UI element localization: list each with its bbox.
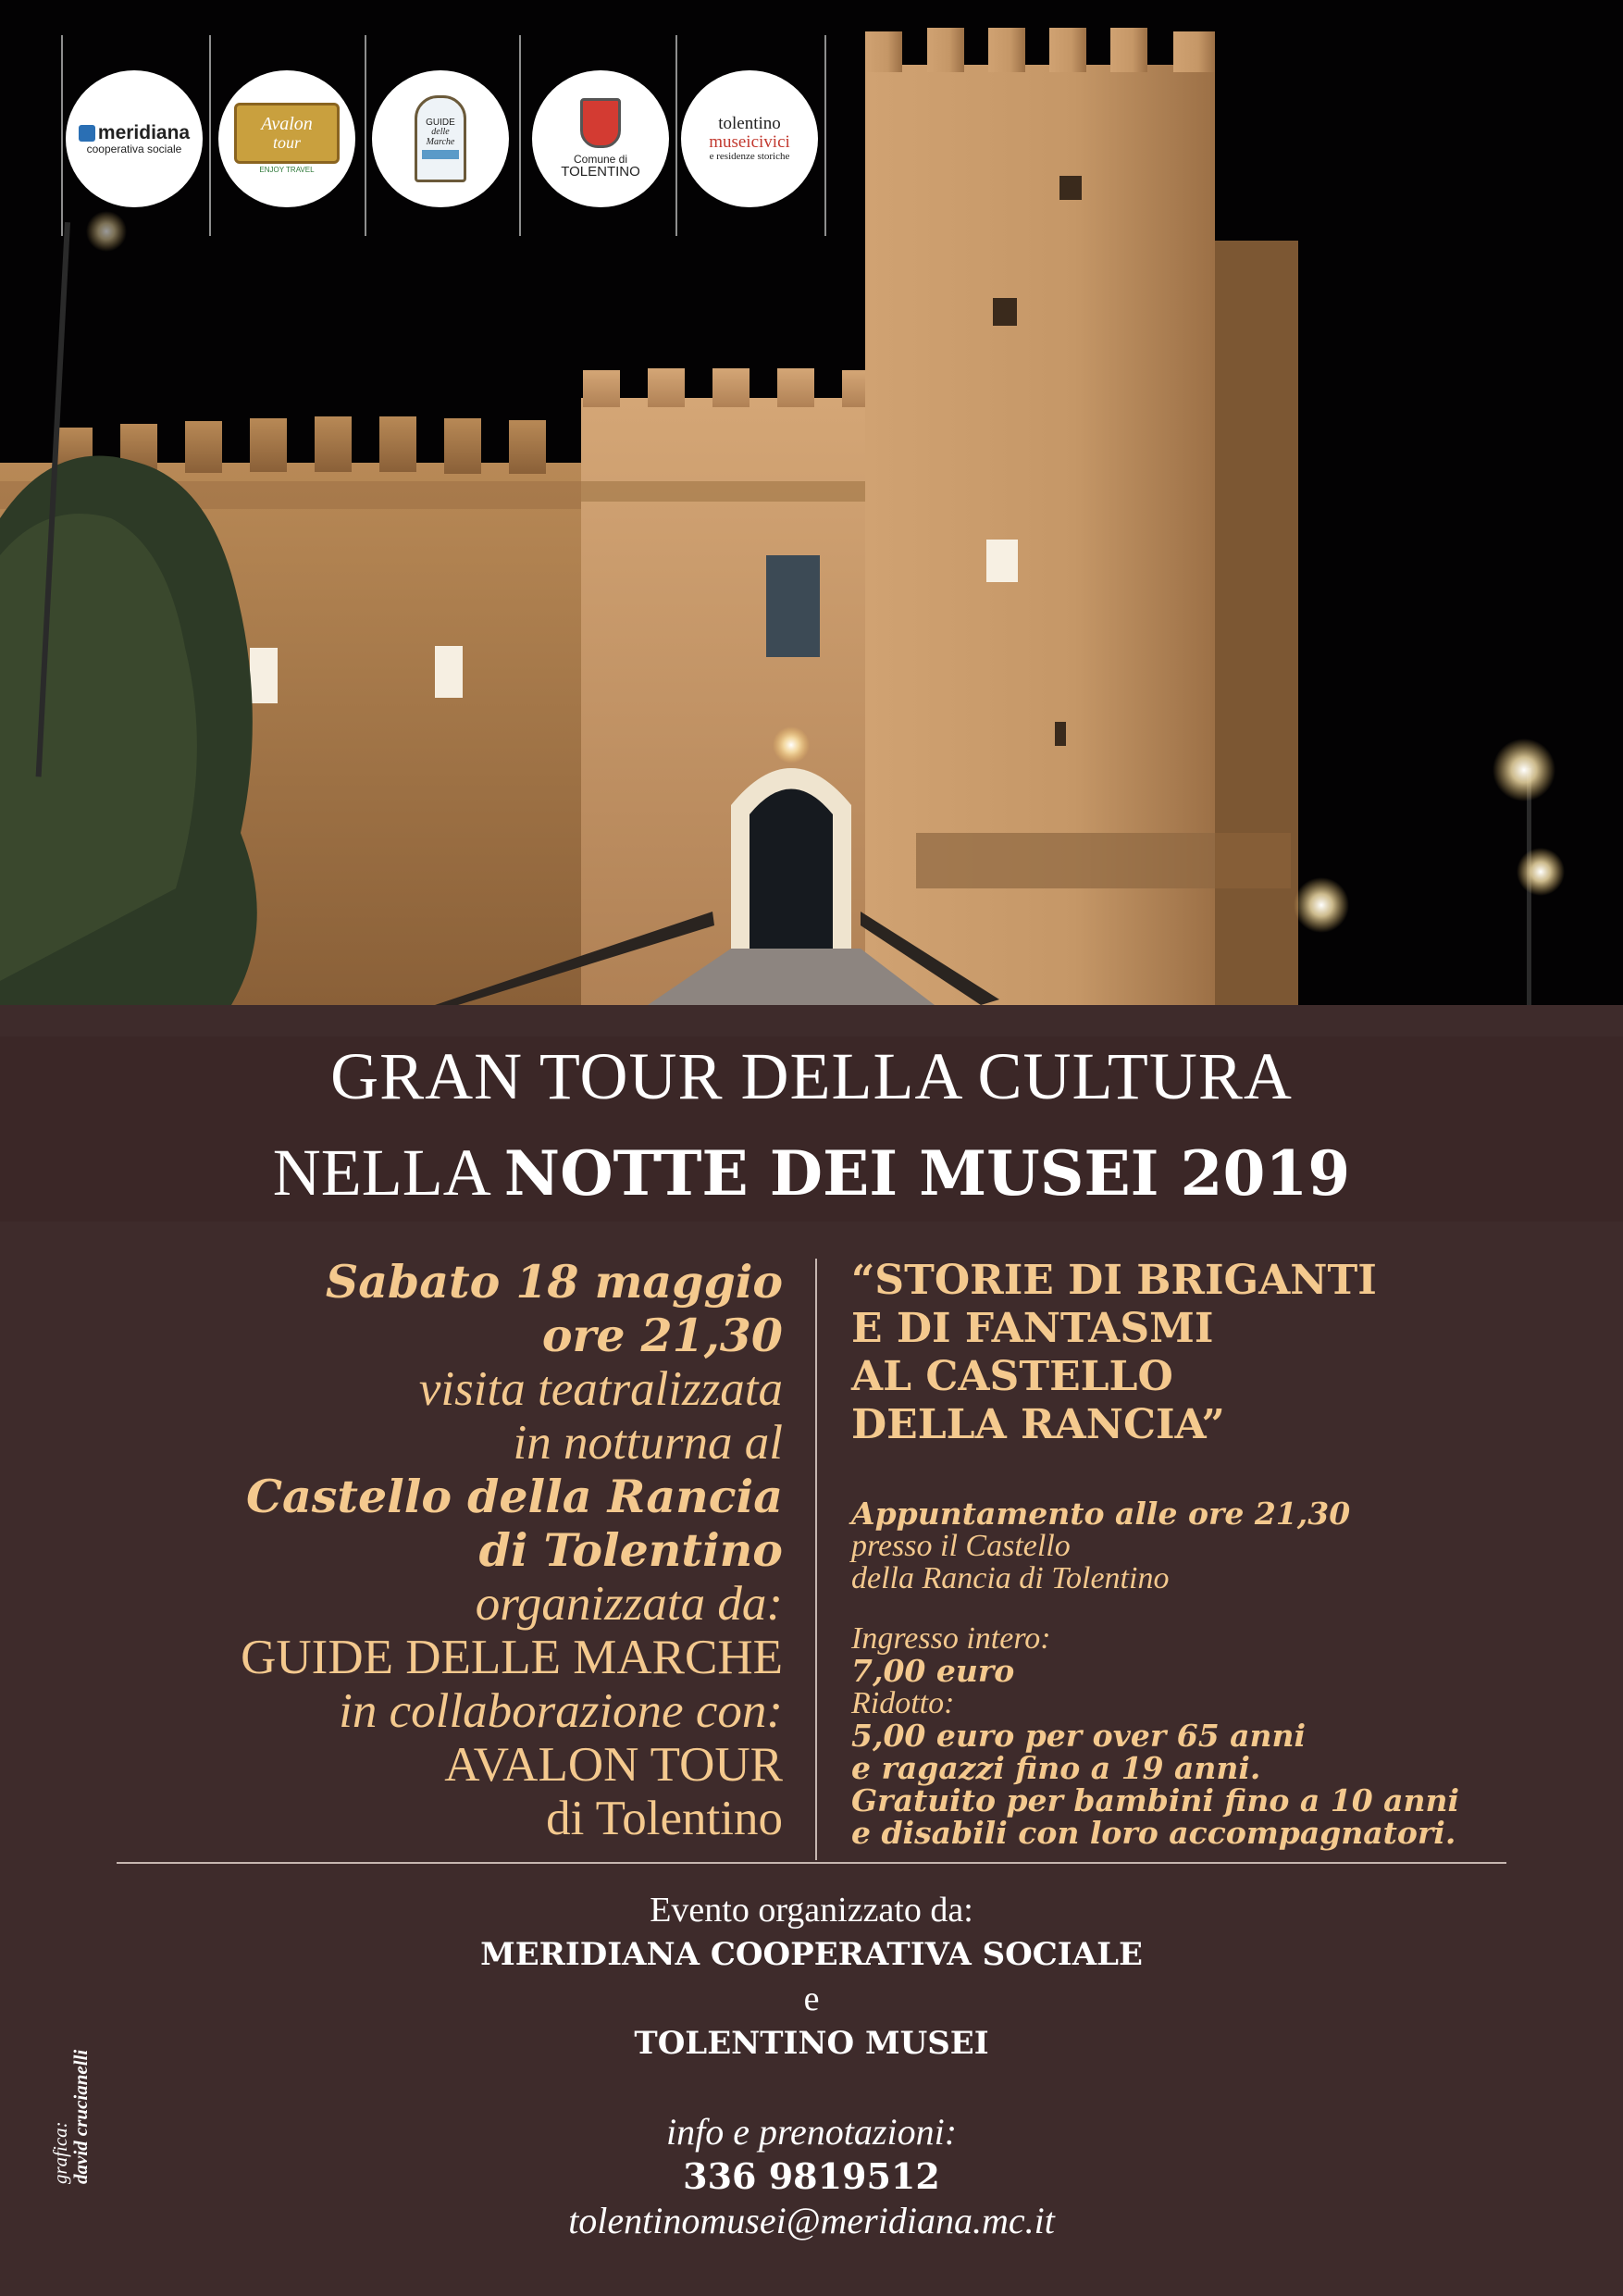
tolentino-musei-subtext: e residenze storiche — [709, 151, 790, 163]
comune-logo-subtext: TOLENTINO — [561, 164, 640, 180]
main-title-prefix: NELLA — [272, 1136, 488, 1210]
event-details — [241, 1255, 783, 1845]
main-title-bold: NOTTE DEI MUSEI 2019 — [503, 1137, 1351, 1210]
guide-logo-subtext: delle Marche — [426, 127, 455, 147]
full-ticket-price: 7,00 euro — [851, 1653, 1015, 1689]
guide-logo-text: GUIDE — [426, 117, 455, 128]
show-details — [851, 1257, 1459, 1849]
appointment-place-line1: presso il Castello — [851, 1529, 1071, 1563]
column-divider — [815, 1259, 817, 1860]
logo-separator — [519, 35, 521, 236]
organizer-footer — [0, 1888, 1623, 2243]
graphic-credit-label: grafica: — [49, 2121, 71, 2184]
free-ticket-line2: e disabili con loro accompagnatori. — [851, 1815, 1456, 1851]
tolentino-musei-text: tolentino — [718, 114, 781, 134]
free-ticket-line1: Gratuito per bambini fino a 10 anni — [851, 1782, 1460, 1818]
show-title-line3: AL CASTELLO — [851, 1353, 1173, 1400]
event-date: Sabato 18 maggio — [325, 1255, 783, 1309]
reduced-ticket-line2: e ragazzi fino a 19 anni. — [851, 1750, 1261, 1786]
meridiana-mark-icon — [79, 125, 95, 142]
tolentino-musei-text2: museicivici — [709, 132, 790, 153]
logo-separator — [675, 35, 677, 236]
organizer-tolentino-musei: TOLENTINO MUSEI — [634, 2025, 989, 2062]
guide-arch-icon — [415, 95, 466, 182]
event-place-line2: di Tolentino — [478, 1523, 783, 1577]
event-place-line1: Castello della Rancia — [245, 1470, 783, 1523]
reduced-ticket-line1: 5,00 euro per over 65 anni — [851, 1718, 1307, 1754]
appointment-time: Appuntamento alle ore 21,30 — [851, 1496, 1351, 1532]
show-title-line1: “STORIE DI BRIGANTI — [851, 1257, 1377, 1304]
collaborator-location: di Tolentino — [546, 1792, 783, 1845]
logo-separator — [209, 35, 211, 236]
full-ticket-label: Ingresso intero: — [851, 1621, 1051, 1656]
waves-icon — [422, 150, 459, 159]
organizer-conjunction: e — [803, 1980, 820, 2018]
collaboration-label: in collaborazione con: — [339, 1684, 783, 1738]
event-desc-line1: visita teatralizzata — [418, 1362, 783, 1416]
suitcase-icon — [234, 103, 340, 164]
reduced-ticket-label: Ridotto: — [851, 1686, 955, 1720]
main-title-line1: GRAN TOUR DELLA CULTURA — [330, 1039, 1293, 1113]
organizer-name: GUIDE DELLE MARCHE — [241, 1631, 783, 1684]
event-desc-line2: in notturna al — [513, 1416, 783, 1470]
show-title-line4: DELLA RANCIA” — [851, 1401, 1225, 1448]
organizer-label: organizzata da: — [475, 1577, 783, 1631]
collaborator-name: AVALON TOUR — [444, 1738, 783, 1792]
organized-by-label: Evento organizzato da: — [650, 1891, 973, 1930]
main-title-line2 — [0, 1135, 1623, 1211]
section-divider — [117, 1862, 1506, 1864]
avalon-logo-tagline: ENJOY TRAVEL — [259, 166, 315, 175]
avalon-logo-text: Avalon — [261, 114, 313, 135]
comune-di-tolentino-logo — [532, 70, 669, 207]
logo-separator — [824, 35, 826, 236]
guide-delle-marche-logo — [372, 70, 509, 207]
avalon-tour-logo — [218, 70, 355, 207]
graphic-credit-author: david crucianelli — [69, 2049, 92, 2184]
coat-of-arms-icon — [580, 98, 621, 148]
comune-logo-text: Comune di — [573, 152, 628, 166]
meridiana-logo-text: meridiana — [97, 121, 191, 143]
event-time: ore 21,30 — [541, 1309, 783, 1362]
graphic-credit — [50, 2050, 91, 2184]
organizer-meridiana: MERIDIANA COOPERATIVA SOCIALE — [480, 1936, 1143, 1973]
castle-night-photo — [0, 0, 1623, 1005]
appointment-place-line2: della Rancia di Tolentino — [851, 1561, 1170, 1595]
avalon-logo-subtext: tour — [272, 133, 301, 153]
meridiana-logo-subtext: cooperativa sociale — [86, 142, 182, 155]
meridiana-logo — [66, 70, 203, 207]
tolentino-musei-logo — [681, 70, 818, 207]
logo-separator — [61, 35, 63, 236]
email-address: tolentinomusei@meridiana.mc.it — [568, 2200, 1055, 2241]
phone-number: 336 9819512 — [683, 2155, 940, 2197]
info-label: info e prenotazioni: — [665, 2111, 958, 2153]
show-title-line2: E DI FANTASMI — [851, 1305, 1214, 1352]
logo-separator — [365, 35, 366, 236]
